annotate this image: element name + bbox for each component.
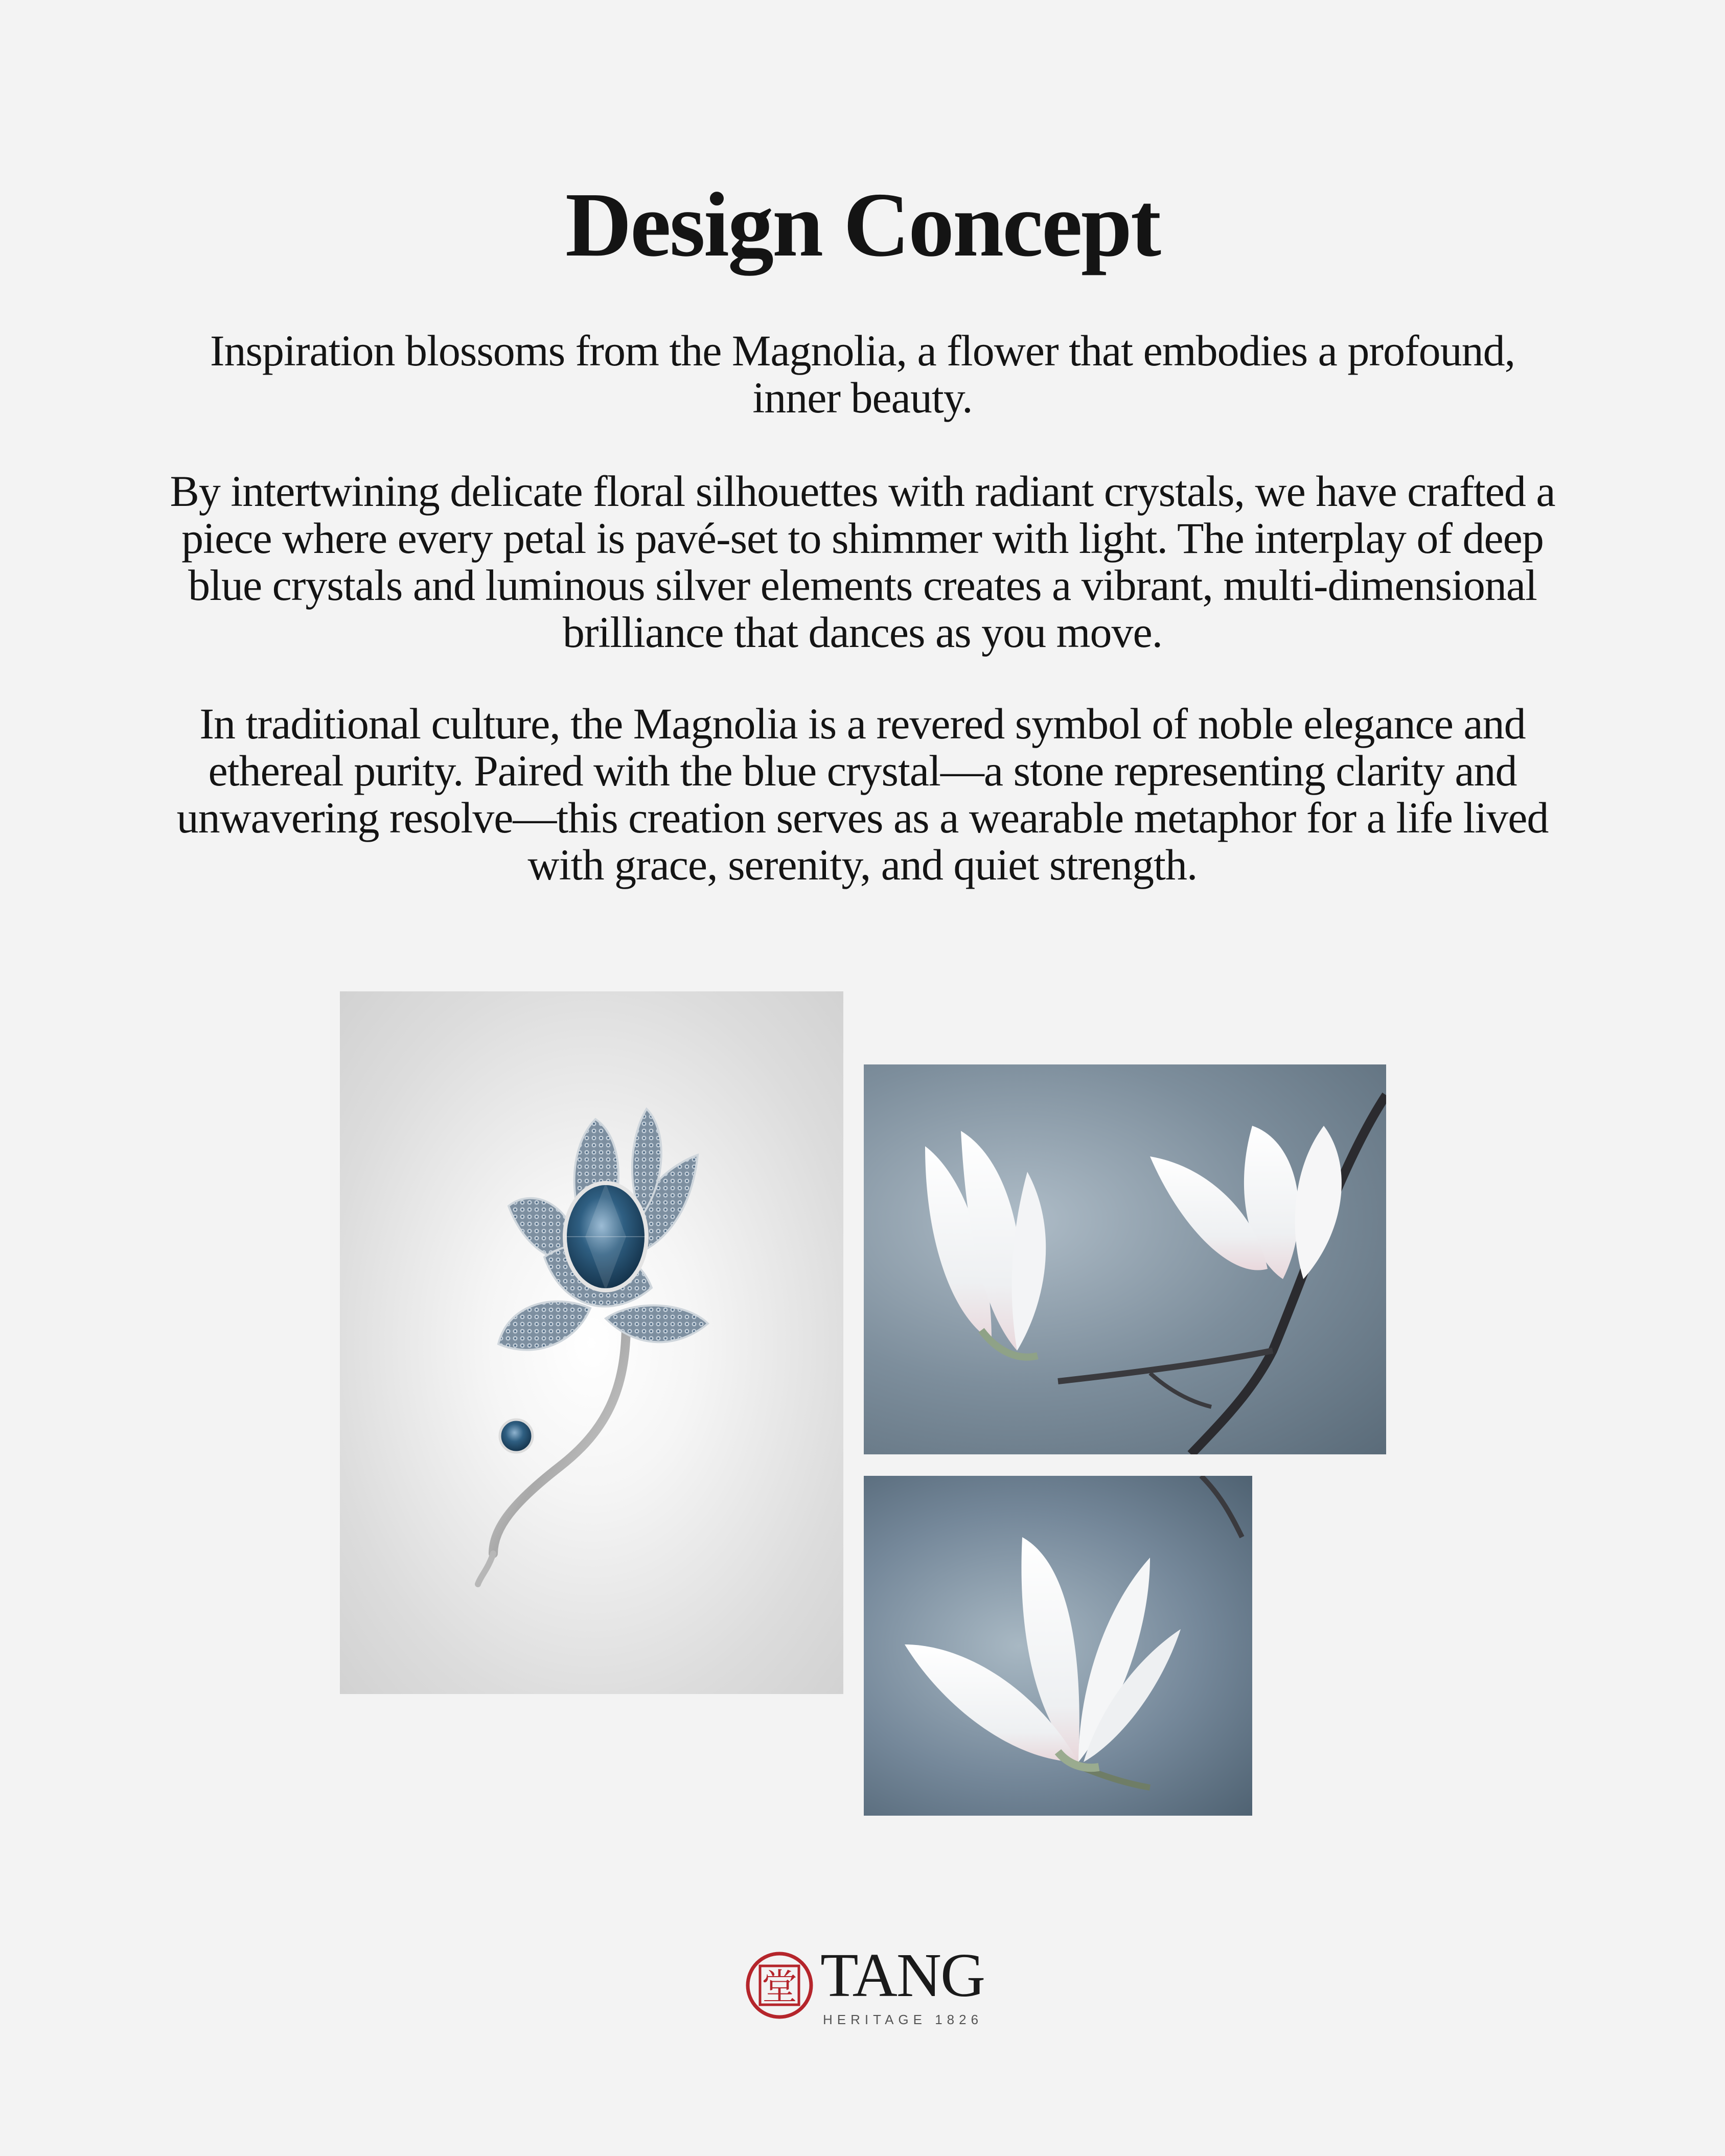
- white-magnolia-single-photo: [864, 1476, 1252, 1816]
- brand-wordmark: TANG: [820, 1941, 985, 2010]
- seal-icon: [744, 1950, 815, 2021]
- page-title: Design Concept: [565, 174, 1160, 275]
- seal-character: 堂: [762, 1966, 797, 2008]
- craft-paragraph: By intertwining delicate floral silhouettes with radiant crystals, we have crafted a piece where every petal is pavé-set to shimmer with light. The interplay of deep blue crystals and luminous silver elements creates a vibrant, multi-dimensional brilliance that dances as you move.: [170, 467, 1555, 657]
- magnolia-brooch-photo: [340, 991, 843, 1694]
- brand-tagline: HERITAGE 1826: [823, 2012, 983, 2027]
- intro-paragraph: Inspiration blossoms from the Magnolia, a flower that embodies a profound, inner beauty.: [210, 326, 1515, 422]
- symbolism-paragraph: In traditional culture, the Magnolia is a revered symbol of noble elegance and ethereal purity. Paired with the blue crystal—a stone representing clarity and unwavering resolve—this creation serves as a wearable metaphor for a life lived with grace, serenity, and quiet strength.: [176, 699, 1549, 889]
- tang-heritage-logo: [744, 1941, 985, 2034]
- white-magnolia-pair-photo: [864, 1064, 1386, 1454]
